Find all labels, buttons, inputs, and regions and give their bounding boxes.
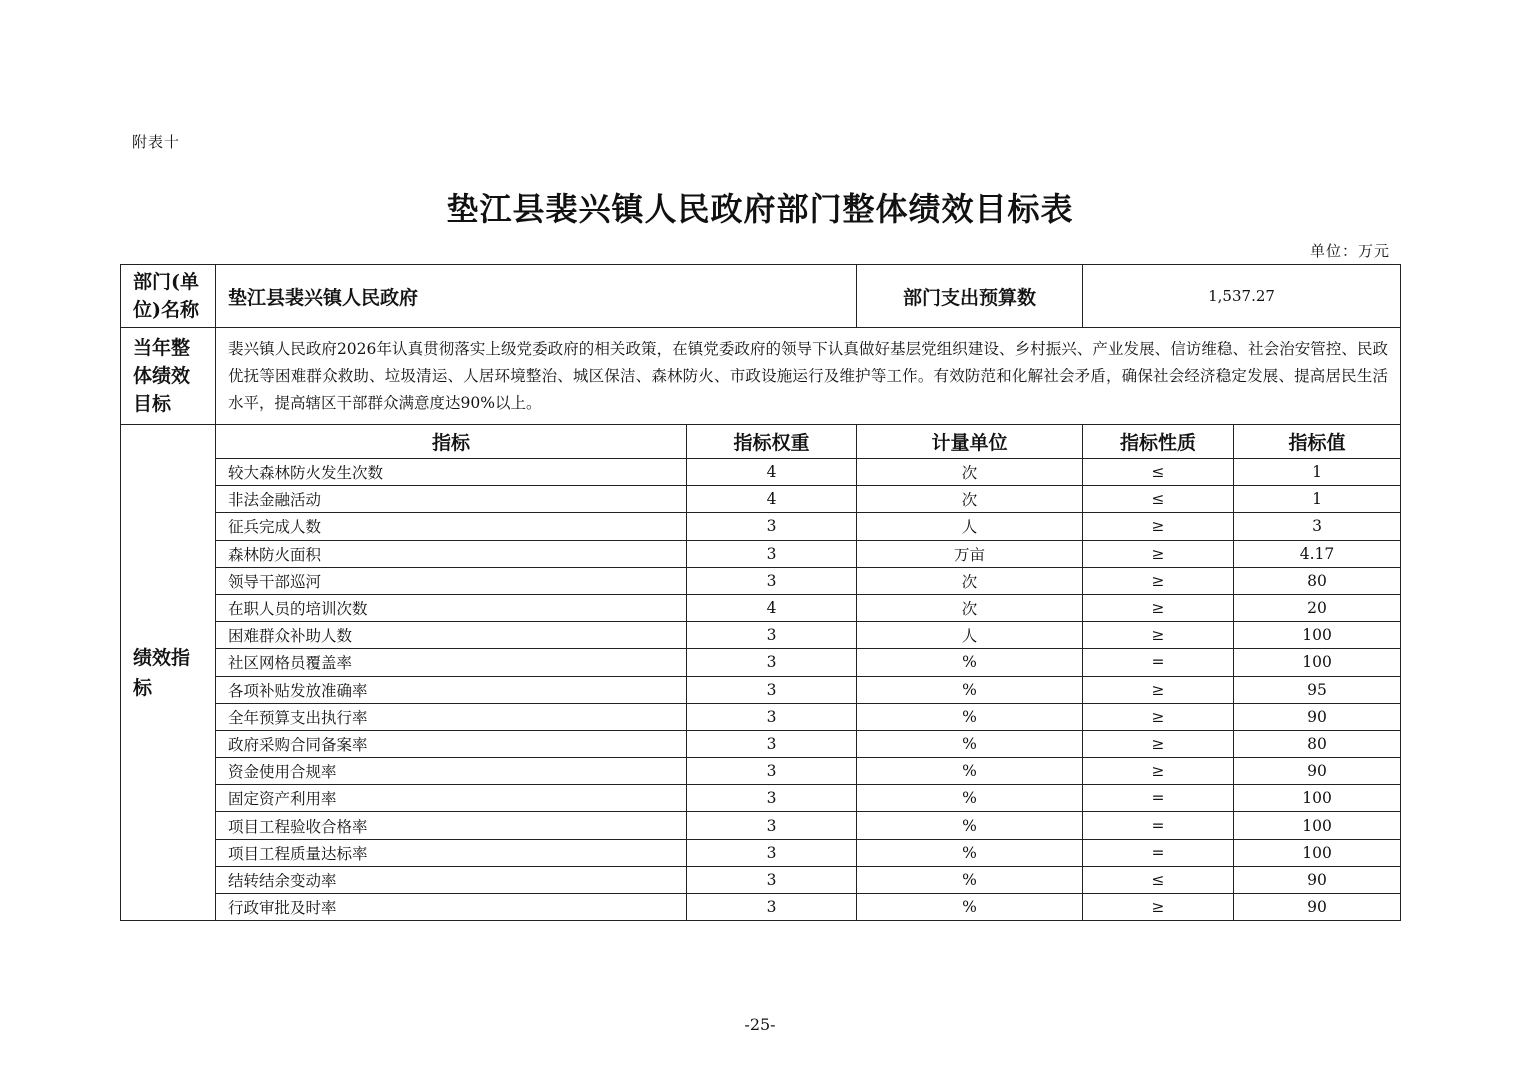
indicator-weight: 3 [687, 676, 857, 703]
indicator-weight: 3 [687, 703, 857, 730]
indicator-nature: ≥ [1083, 594, 1234, 621]
table-row [121, 894, 1401, 921]
indicator-name: 领导干部巡河 [216, 567, 687, 594]
indicator-name: 社区网格员覆盖率 [216, 649, 687, 676]
dept-row [121, 265, 1401, 328]
indicator-nature: = [1083, 812, 1234, 839]
indicator-name: 各项补贴发放准确率 [216, 676, 687, 703]
indicator-value: 100 [1234, 622, 1401, 649]
indicator-unit: % [857, 812, 1083, 839]
indicator-unit: 万亩 [857, 540, 1083, 567]
table-row [121, 540, 1401, 567]
indicator-value: 3 [1234, 513, 1401, 540]
column-header-nature: 指标性质 [1083, 425, 1234, 459]
indicator-value: 95 [1234, 676, 1401, 703]
indicator-unit: % [857, 676, 1083, 703]
indicator-unit: 次 [857, 486, 1083, 513]
indicator-nature: ≤ [1083, 866, 1234, 893]
indicator-name: 困难群众补助人数 [216, 622, 687, 649]
table-row [121, 866, 1401, 893]
indicator-name: 项目工程质量达标率 [216, 839, 687, 866]
indicator-weight: 3 [687, 513, 857, 540]
indicator-nature: ≥ [1083, 894, 1234, 921]
table-row [121, 622, 1401, 649]
indicator-weight: 3 [687, 567, 857, 594]
table-row [121, 676, 1401, 703]
indicator-value: 80 [1234, 567, 1401, 594]
performance-label: 绩效指标 [121, 425, 216, 921]
indicator-weight: 3 [687, 894, 857, 921]
indicator-weight: 3 [687, 839, 857, 866]
indicator-value: 90 [1234, 758, 1401, 785]
attachment-label: 附表十 [132, 133, 181, 151]
table-row [121, 812, 1401, 839]
table-row [121, 839, 1401, 866]
indicator-unit: % [857, 839, 1083, 866]
dept-name-value: 垫江县裴兴镇人民政府 [216, 265, 857, 328]
indicator-name: 征兵完成人数 [216, 513, 687, 540]
indicator-value: 1 [1234, 459, 1401, 486]
page-title: 垫江县裴兴镇人民政府部门整体绩效目标表 [446, 190, 1074, 228]
goal-label: 当年整体绩效目标 [121, 328, 216, 425]
indicator-unit: % [857, 866, 1083, 893]
indicator-nature: ≥ [1083, 513, 1234, 540]
indicator-name: 在职人员的培训次数 [216, 594, 687, 621]
indicator-weight: 3 [687, 730, 857, 757]
indicator-weight: 4 [687, 594, 857, 621]
indicator-name: 结转结余变动率 [216, 866, 687, 893]
goal-row [121, 328, 1401, 425]
indicator-weight: 3 [687, 649, 857, 676]
indicator-unit: 人 [857, 513, 1083, 540]
indicator-unit: % [857, 758, 1083, 785]
indicator-nature: ≥ [1083, 730, 1234, 757]
indicator-unit: % [857, 785, 1083, 812]
indicator-weight: 4 [687, 459, 857, 486]
indicator-name: 全年预算支出执行率 [216, 703, 687, 730]
column-header-unit: 计量单位 [857, 425, 1083, 459]
indicator-value: 80 [1234, 730, 1401, 757]
table-row [121, 730, 1401, 757]
indicator-name: 行政审批及时率 [216, 894, 687, 921]
budget-label: 部门支出预算数 [857, 265, 1083, 328]
indicator-unit: 人 [857, 622, 1083, 649]
indicator-header-row [121, 425, 1401, 459]
table-row [121, 785, 1401, 812]
indicator-unit: % [857, 649, 1083, 676]
indicator-nature: ≥ [1083, 622, 1234, 649]
indicator-value: 100 [1234, 812, 1401, 839]
table-row [121, 459, 1401, 486]
page-number: -25- [744, 1015, 776, 1034]
table-row [121, 703, 1401, 730]
indicator-weight: 3 [687, 540, 857, 567]
indicator-value: 1 [1234, 486, 1401, 513]
indicator-name: 固定资产利用率 [216, 785, 687, 812]
indicator-name: 资金使用合规率 [216, 758, 687, 785]
indicator-weight: 3 [687, 758, 857, 785]
table-row [121, 513, 1401, 540]
column-header-indicator: 指标 [216, 425, 687, 459]
unit-label: 单位：万元 [1309, 242, 1390, 260]
indicator-nature: ≥ [1083, 676, 1234, 703]
indicator-unit: 次 [857, 594, 1083, 621]
table-row [121, 567, 1401, 594]
indicator-nature: ≥ [1083, 567, 1234, 594]
indicator-nature: ≥ [1083, 540, 1234, 567]
performance-section [121, 425, 1401, 921]
indicator-unit: % [857, 703, 1083, 730]
indicator-value: 100 [1234, 839, 1401, 866]
indicator-value: 100 [1234, 785, 1401, 812]
indicator-nature: ≥ [1083, 703, 1234, 730]
goal-text: 裴兴镇人民政府2026年认真贯彻落实上级党委政府的相关政策，在镇党委政府的领导下认真做好基层党组织建设、乡村振兴、产业发展、信访维稳、社会治安管控、民政优抚等困难群众救助、垃圾清运、人居环境整治、城区保洁、森林防火、市政设施运行及维护等工作。有效防范和化解社会矛盾，确保社会经济稳定发展、提高居民生活水平，提高辖区干部群众满意度达90%以上。 [216, 328, 1401, 425]
indicator-name: 较大森林防火发生次数 [216, 459, 687, 486]
indicator-name: 项目工程验收合格率 [216, 812, 687, 839]
indicator-nature: ≤ [1083, 459, 1234, 486]
indicator-value: 90 [1234, 894, 1401, 921]
indicator-weight: 3 [687, 785, 857, 812]
performance-target-table [120, 264, 1401, 921]
budget-value: 1,537.27 [1083, 265, 1401, 328]
indicator-name: 政府采购合同备案率 [216, 730, 687, 757]
indicator-nature: = [1083, 649, 1234, 676]
column-header-weight: 指标权重 [687, 425, 857, 459]
table-row [121, 594, 1401, 621]
table-row [121, 649, 1401, 676]
table-row [121, 486, 1401, 513]
indicator-value: 90 [1234, 703, 1401, 730]
column-header-value: 指标值 [1234, 425, 1401, 459]
indicator-weight: 3 [687, 866, 857, 893]
indicator-unit: 次 [857, 459, 1083, 486]
dept-name-label: 部门(单位)名称 [121, 265, 216, 328]
indicator-nature: = [1083, 785, 1234, 812]
indicator-weight: 4 [687, 486, 857, 513]
indicator-nature: = [1083, 839, 1234, 866]
indicator-name: 森林防火面积 [216, 540, 687, 567]
indicator-weight: 3 [687, 622, 857, 649]
indicator-value: 4.17 [1234, 540, 1401, 567]
indicator-nature: ≤ [1083, 486, 1234, 513]
indicator-value: 90 [1234, 866, 1401, 893]
indicator-value: 100 [1234, 649, 1401, 676]
table-row [121, 758, 1401, 785]
indicator-unit: % [857, 730, 1083, 757]
indicator-unit: 次 [857, 567, 1083, 594]
indicator-value: 20 [1234, 594, 1401, 621]
indicator-name: 非法金融活动 [216, 486, 687, 513]
indicator-weight: 3 [687, 812, 857, 839]
indicator-unit: % [857, 894, 1083, 921]
indicator-nature: ≥ [1083, 758, 1234, 785]
